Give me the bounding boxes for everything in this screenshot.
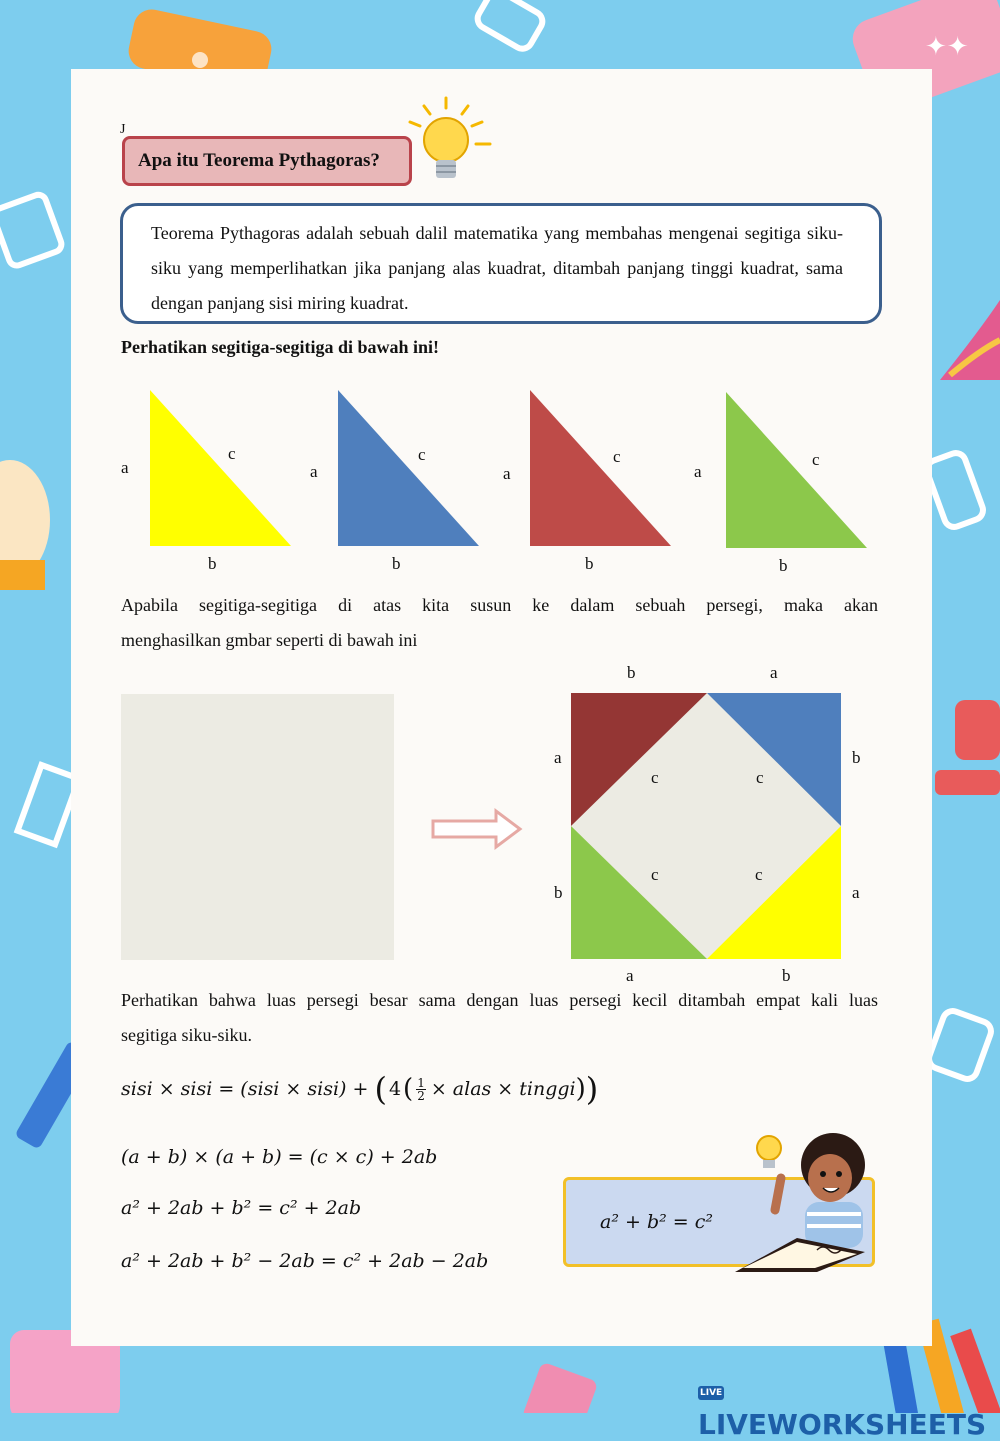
- liveworksheets-logo: [698, 1375, 1000, 1441]
- milk-sticker: [926, 1008, 994, 1081]
- tri4-label-b: b: [779, 556, 788, 575]
- paren-close: ): [585, 1070, 599, 1108]
- binder-clip-sticker: [0, 193, 64, 268]
- square-label-bottom-right: b: [782, 966, 791, 985]
- fraction: [416, 1077, 426, 1102]
- paren-open-inner: (: [403, 1074, 414, 1104]
- tri1-label-b: b: [208, 554, 217, 573]
- area-text-line2: segitiga siku-siku.: [121, 1025, 252, 1045]
- tri2-label-a: a: [310, 462, 318, 481]
- pink-pencil-sticker: [522, 1362, 599, 1413]
- triangle-red: [530, 390, 671, 546]
- lightbulb-icon: [404, 94, 496, 192]
- square-label-left-bottom: b: [554, 883, 563, 902]
- tri1-label-a: a: [121, 458, 129, 477]
- square-label-bottom-left: a: [626, 966, 634, 985]
- tri4-label-c: c: [812, 450, 820, 469]
- tri2-label-c: c: [418, 445, 426, 464]
- square-inner-label: c: [651, 865, 659, 884]
- square-label-right-bottom: a: [852, 883, 860, 902]
- tri1-label-c: c: [228, 444, 236, 463]
- instruction-text: Perhatikan segitiga-segitiga di bawah ini!: [121, 337, 440, 357]
- student-illustration: [735, 1130, 880, 1275]
- tri3-label-b: b: [585, 554, 594, 573]
- arrange-text-line1: Apabila segitiga-segitiga di atas kita susun ke dalam sebuah persegi, maka akan: [121, 595, 878, 615]
- square-label-right-top: b: [852, 748, 861, 767]
- svg-text:✦✦: ✦✦: [925, 32, 969, 62]
- equation-4: a² + 2ab + b² − 2ab = c² + 2ab − 2ab: [121, 1250, 489, 1272]
- triangle-green: [726, 392, 867, 548]
- equation-1-right: × alas × tinggi: [430, 1078, 576, 1100]
- logo-badge: LIVE: [700, 1388, 723, 1398]
- paren-close-inner: ): [575, 1074, 586, 1104]
- area-text-line1: Perhatikan bahwa luas persegi besar sama dengan luas persegi kecil ditambah empat kali luas: [121, 990, 878, 1010]
- triangle-blue: [338, 390, 479, 546]
- equation-1: [121, 1070, 599, 1108]
- stray-mark: J: [120, 122, 126, 137]
- logo-text: LIVEWORKSHEETS: [698, 1408, 987, 1441]
- page-title: Apa itu Teorema Pythagoras?: [122, 136, 412, 186]
- clip-sticker: [474, 0, 546, 52]
- ruler-sticker: [18, 765, 80, 844]
- triangle-yellow: [150, 390, 291, 546]
- tri3-label-a: a: [503, 464, 511, 483]
- fraction-numerator: 1: [417, 1075, 425, 1090]
- result-formula: a² + b² = c²: [600, 1211, 713, 1233]
- tri3-label-c: c: [613, 447, 621, 466]
- tri4-label-a: a: [694, 462, 702, 481]
- tri2-label-b: b: [392, 554, 401, 573]
- equation-1-left: sisi × sisi = (sisi × sisi) +: [121, 1078, 375, 1100]
- arrange-text-line2: menghasilkan gmbar seperti di bawah ini: [121, 630, 418, 650]
- arrow-right-icon: [430, 808, 524, 850]
- square-label-left-top: a: [554, 748, 562, 767]
- square-label-top-right: a: [770, 663, 778, 682]
- square-inner-label: c: [651, 768, 659, 787]
- square-inner-label: c: [755, 865, 763, 884]
- brush-sticker: [940, 300, 1000, 380]
- square-inner-label: c: [756, 768, 764, 787]
- glue-sticker: [0, 460, 50, 590]
- stapler-sticker: [935, 700, 1000, 795]
- definition-box: Teorema Pythagoras adalah sebuah dalil matematika yang membahas mengenai segitiga siku-siku yang memperlihatkan jika panjang alas kuadrat, ditambah panjang tinggi kuadrat, sama dengan panjang sisi miring kuadrat.: [120, 203, 882, 324]
- paren-open: (: [374, 1070, 387, 1108]
- empty-square: [121, 694, 394, 960]
- equation-3: a² + 2ab + b² = c² + 2ab: [121, 1197, 362, 1219]
- equation-1-four: 4: [388, 1078, 402, 1100]
- triangles-row: [110, 380, 890, 580]
- equation-2: (a + b) × (a + b) = (c × c) + 2ab: [121, 1146, 438, 1168]
- arranged-square: [571, 693, 841, 959]
- square-label-top-left: b: [627, 663, 636, 682]
- sharpener-sticker: [924, 450, 986, 529]
- fraction-denominator: 2: [417, 1088, 425, 1103]
